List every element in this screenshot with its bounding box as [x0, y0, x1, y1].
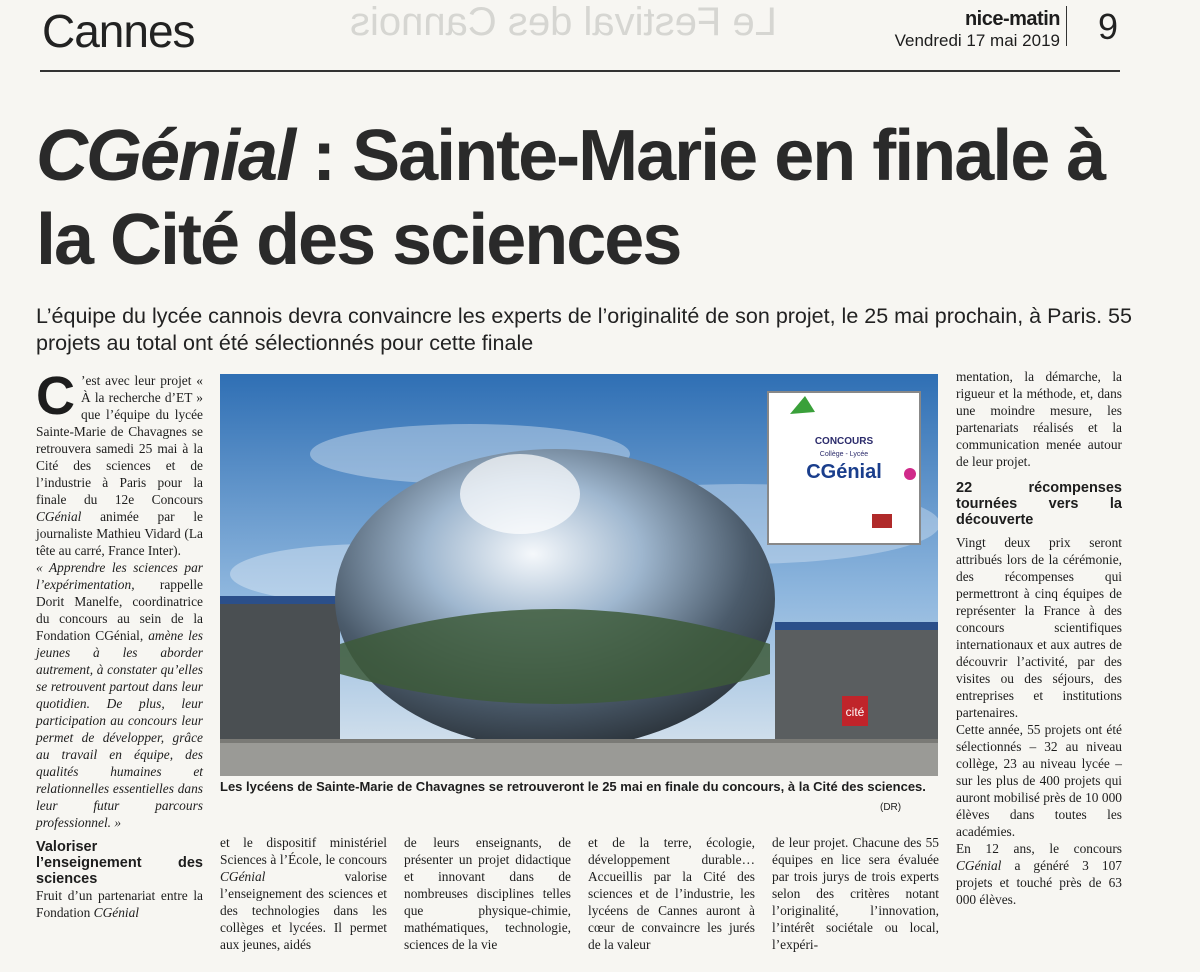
col6-top: mentation, la démarche, la rigueur et la méthode, et, dans une moindre mesure, les partenariats réalisés et la communication menée autour de leur projet. [956, 369, 1122, 469]
geode-image [220, 374, 938, 776]
column-3: de leurs enseignants, de présenter un projet didactique et innovant dans de nombreuses disciplines telles que physique-chimie, mathématiques, technologie, sciences de la vie [404, 835, 571, 952]
column-1 [36, 366, 204, 921]
header-divider [1066, 6, 1067, 46]
quote-attribution: rappelle Dorit Manelfe, coordinatrice du concours au sein de la Fondation CGénial, [36, 577, 203, 643]
headline-text: : Sainte-Marie en finale à la Cité des sciences [36, 116, 1105, 280]
masthead [895, 8, 1060, 51]
col6-p2: Cette année, 55 projets ont été sélectionnés – 32 au niveau collège, 23 au niveau lycée – sur les plus de 400 projets qui auront mobilisé près de 10 000 élèves dans toutes les académies. [956, 722, 1122, 839]
issue-date: Vendredi 17 mai 2019 [894, 31, 1060, 50]
column-6 [956, 368, 1122, 908]
col1-tail [36, 887, 203, 921]
quote-part-1: « Apprendre les sciences par l’expérimentation, [36, 560, 203, 592]
column-5: de leur projet. Chacune des 55 équipes en lice sera évaluée par trois jurys de trois experts selon des critères notant l’originalité, l’innovation, l’intérêt sociétale ou local, l’expéri- [772, 835, 939, 952]
col6-brand: CGénial [956, 858, 1002, 873]
poster-logo: CGénial [806, 461, 882, 483]
photo-credit: (DR) [880, 802, 902, 813]
intro-text: ’est avec leur projet « À la recherche d’ET » que l’équipe du lycée Sainte-Marie de Chavagnes se retrouvera samedi 25 mai à la Cité des sciences et de l’industrie à Paris pour la finale du 12e Concours [36, 373, 203, 507]
intro-brand: CGénial [36, 509, 82, 524]
ghost-bleed-text: Le Festival des Cannois [350, 0, 777, 44]
newspaper-name: nice-matin [964, 8, 1060, 30]
subhead-valoriser: Valoriser l’enseignement des sciences [36, 839, 203, 887]
col2-text [220, 834, 387, 953]
poster-line-2: Collège - Lycée [819, 451, 869, 458]
intro-paragraph [36, 366, 203, 559]
intro-end: animée par le journaliste Mathieu Vidard (La tête au carré, France Inter). [36, 509, 203, 558]
tail-brand: CGénial [93, 905, 140, 920]
photo-caption: Les lycéens de Sainte-Marie de Chavagnes se retrouveront le 25 mai en finale du concours, à la Cité des sciences. [220, 779, 926, 794]
headline [36, 114, 1136, 282]
headline-brand: CGénial [36, 116, 295, 196]
col2-part-2: valorise l’enseignement des sciences et des technologies dans les collèges et lycées. Il permet aux jeunes, aidés [220, 869, 387, 952]
tail-text: Fruit d’un partenariat entre la Fondation [36, 888, 203, 920]
column-4: et de la terre, écologie, développement durable… Accueillis par la Cité des sciences et de l’industrie, les lycéens de Cannes auront à cœur de convaincre les jurés de la valeur [588, 835, 755, 952]
col6-p3-b: a généré 3 107 projets et touché près de 63 000 élèves. [956, 858, 1122, 907]
quote-paragraph [36, 559, 203, 831]
standfirst: L’équipe du lycée cannois devra convaincre les experts de l’originalité de son projet, le 25 mai prochain, à Paris. 55 projets au total ont été sélectionnés pour cette finale [36, 304, 1132, 355]
section-title: Cannes [42, 5, 195, 57]
header-rule [40, 70, 1120, 72]
col2-part-1: et le dispositif ministériel Sciences à l’École, le concours [220, 835, 387, 867]
drop-cap: C [36, 366, 75, 426]
photo-geode [220, 374, 938, 776]
poster-line-1: CONCOURS [814, 436, 874, 447]
cite-sign: cité [845, 705, 865, 719]
column-2 [220, 834, 387, 953]
col6-p3-a: En 12 ans, le concours [956, 841, 1122, 856]
col6-p1: Vingt deux prix seront attribués lors de la cérémonie, des récompenses qui permettront à cinq équipes de représenter la France à des concours scientifiques internationaux et aux autres de découvrir l’activité, par des visites ou des séjours, des entreprises et institutions partenaires. [956, 535, 1122, 720]
col6-p3 [956, 840, 1122, 908]
quote-part-2: amène les jeunes à les aborder autrement, à constater qu’elles se retrouvent partout dans leur quotidien. De plus, leur participation au concours leur permet de développer, grâce au travail en équipe, des qualités humaines et relationnelles essentielles dans leur futur parcours professionnel. » [36, 628, 204, 830]
page-number: 9 [1098, 6, 1119, 47]
subhead-recompenses: 22 récompenses tournées vers la découverte [956, 480, 1122, 528]
col2-brand: CGénial [220, 869, 266, 884]
